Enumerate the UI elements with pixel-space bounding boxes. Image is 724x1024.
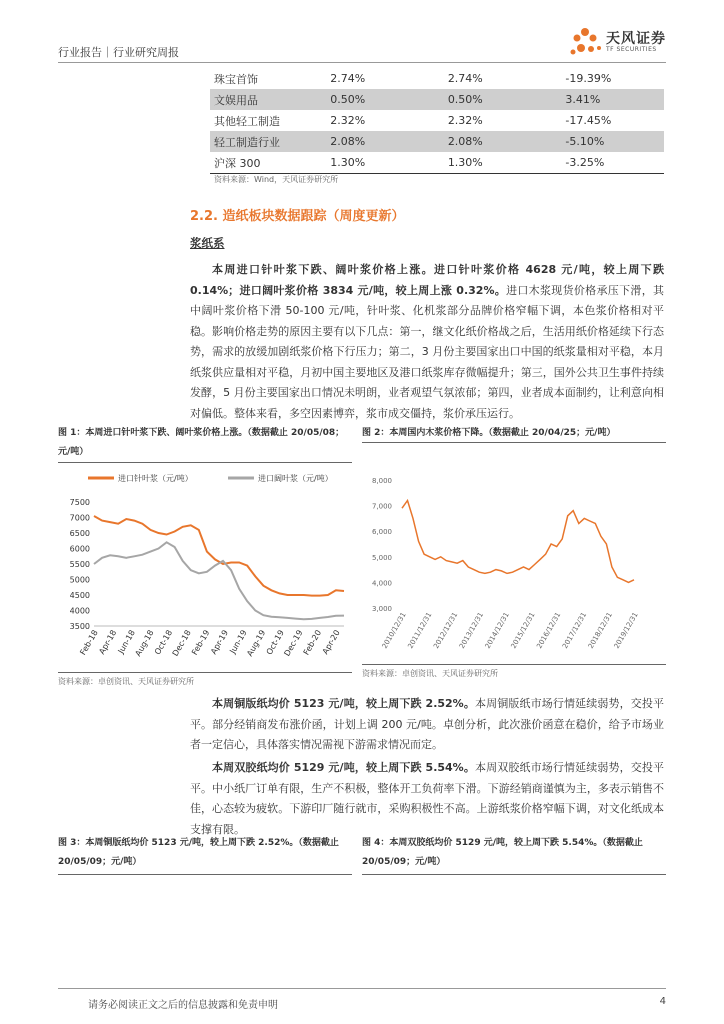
table-cell: 1.30%	[326, 152, 444, 174]
figure-1-caption-rule	[58, 462, 352, 463]
x-tick-label: 2013/12/31	[457, 611, 486, 650]
x-tick-label: Dec-19	[282, 628, 305, 658]
subsection-title: 浆纸系	[190, 236, 225, 250]
table-cell: 3.41%	[561, 89, 664, 110]
y-tick-label: 7500	[69, 498, 90, 507]
table-row	[210, 152, 664, 174]
x-tick-label: Jun-18	[116, 628, 137, 656]
table-cell: 珠宝首饰	[214, 72, 258, 86]
x-tick-label: 2017/12/31	[561, 611, 589, 650]
y-tick-label: 7,000	[371, 502, 392, 511]
table-cell: 2.08%	[444, 131, 562, 152]
table-cell: -5.10%	[561, 131, 664, 152]
y-tick-label: 5000	[69, 575, 90, 585]
y-tick-label: 5500	[69, 560, 90, 569]
x-tick-label: 2012/12/31	[432, 611, 460, 650]
y-tick-label: 4500	[69, 591, 90, 600]
x-tick-label: 2015/12/31	[509, 611, 537, 650]
table-cell: 轻工制造行业	[210, 131, 326, 152]
table-cell: 0.50%	[326, 89, 444, 110]
series-line	[402, 501, 634, 583]
x-tick-label: Aug-19	[245, 628, 268, 658]
paragraph-pulp-body: 进口木浆现货价格承压下滑，其中阔叶浆价格下滑 50-100 元/吨，针叶浆、化机浆部分品牌价格窄幅下调，本色浆价格相对平稳。影响价格走势的原因主要有以下几点：第一，继文化纸价格战之后，生活用纸价格延续下行态势，需求的放缓加剧纸浆价格下行压力；第二，3 月份主要国家出口中国的纸浆量相对平稳，本月纸浆供应量相对平稳，月初中国主要地区及港口纸浆库存微幅提升；第三，国外公共卫生事件持续发酵，5 月份主要国家出口情况未明朗，业者观望气氛浓郁；第四，业者成本面制约，让利意向相对偏低。整体来看，多空因素博弈，浆市成交僵持，浆价承压运行。	[190, 283, 664, 420]
footer-disclaimer: 请务必阅读正文之后的信息披露和免责申明	[88, 1000, 278, 1011]
series-line	[94, 516, 344, 596]
x-tick-label: Apr-19	[209, 628, 231, 656]
x-tick-label: 2011/12/31	[406, 611, 434, 650]
logo-subtitle: TF SECURITIES	[606, 46, 657, 53]
figure-3-caption: 图 3：本周铜版纸均价 5123 元/吨，较上周下跌 2.52%。（数据截止 20/05/09；元/吨）	[58, 838, 339, 867]
y-tick-label: 3,000	[371, 605, 392, 613]
header-breadcrumb: 行业报告｜行业研究周报	[58, 46, 179, 59]
x-tick-label: Aug-18	[133, 628, 156, 658]
table-cell: 2.32%	[447, 114, 483, 127]
x-tick-label: Oct-18	[152, 628, 175, 657]
performance-table	[210, 68, 664, 174]
x-tick-label: 2019/12/31	[612, 611, 640, 650]
table-cell: 沪深 300	[210, 152, 326, 174]
paragraph-pulp-lead: 本周进口针叶浆下跌、阔叶浆价格上涨。进口针叶浆价格 4628 元/吨，较上周下跌 0.14%；进口阔叶浆价格 3834 元/吨，较上周上涨 0.32%。	[190, 263, 664, 297]
logo-name: 天风证券	[606, 31, 666, 47]
chart-pulp-import-prices	[58, 466, 352, 670]
figure-2-source: 资料来源：卓创资讯、天风证券研究所	[362, 669, 498, 678]
x-tick-label: Jun-19	[228, 628, 249, 656]
y-tick-label: 4000	[69, 606, 90, 616]
header-divider	[58, 62, 666, 63]
paragraph-offset-lead: 本周双胶纸均价 5129 元/吨，较上周下跌 5.54%。	[212, 761, 475, 774]
table-cell: 其他轻工制造	[214, 114, 280, 128]
figure-4-caption: 图 4：本周双胶纸均价 5129 元/吨，较上周下跌 5.54%。（数据截止 20/05/09；元/吨）	[362, 838, 643, 867]
figure-4-caption-rule	[362, 874, 666, 875]
legend-label: 进口阔叶浆（元/吨）	[258, 474, 333, 483]
chart-domestic-pulp-price	[362, 466, 666, 670]
paragraph-coated-lead: 本周铜版纸均价 5123 元/吨，较上周下跌 2.52%。	[212, 697, 475, 710]
y-tick-label: 8,000	[371, 477, 392, 485]
table-cell: 文娱用品	[210, 89, 326, 110]
table-cell: -19.39%	[565, 72, 612, 85]
figure-1-bottom-rule	[58, 672, 352, 673]
y-tick-label: 7000	[69, 513, 90, 523]
y-tick-label: 4,000	[371, 579, 392, 588]
table-cell: -17.45%	[565, 114, 612, 127]
table-row	[210, 89, 664, 110]
x-tick-label: Feb-18	[78, 628, 100, 657]
figure-2-caption: 图 2：本周国内木浆价格下降。（数据截止 20/04/25；元/吨）	[362, 428, 616, 438]
section-title: 2.2. 造纸板块数据跟踪（周度更新）	[190, 209, 405, 224]
y-tick-label: 3500	[69, 622, 90, 631]
y-tick-label: 6,000	[371, 528, 392, 537]
figure-1-source: 资料来源：卓创资讯、天风证券研究所	[58, 677, 194, 686]
figure-2-bottom-rule	[362, 664, 666, 665]
x-tick-label: Apr-20	[320, 628, 342, 656]
y-tick-label: 6500	[69, 529, 90, 538]
x-tick-label: 2010/12/31	[380, 611, 408, 650]
table-row	[210, 110, 664, 131]
x-tick-label: Dec-18	[170, 628, 193, 658]
x-tick-label: Apr-18	[97, 628, 119, 656]
x-tick-label: 2016/12/31	[535, 611, 563, 650]
x-tick-label: 2014/12/31	[483, 611, 511, 650]
figure-3-caption-rule	[58, 874, 352, 875]
table-row	[210, 68, 664, 89]
x-tick-label: Feb-19	[190, 628, 212, 657]
paragraph-coated-body: 本周铜版纸市场行情延续弱势，交投平平。部分经销商发布涨价函，计划上调 200 元/吨。卓创分析，此次涨价函意在稳价，给予市场业者一定信心，具体落实情况需视下游需求情况而定。	[190, 697, 664, 751]
paragraph-offset-paper	[190, 758, 664, 840]
paragraph-coated-paper	[190, 694, 664, 756]
table-cell: 0.50%	[444, 89, 562, 110]
table-row	[210, 131, 664, 152]
page-number: 4	[659, 996, 666, 1007]
footer-divider	[58, 988, 666, 989]
table-cell: 2.08%	[326, 131, 444, 152]
series-line	[94, 542, 344, 619]
table-cell: 1.30%	[444, 152, 562, 174]
table-source: 资料来源：Wind，天风证券研究所	[214, 175, 339, 184]
y-tick-label: 6000	[69, 544, 90, 554]
figure-1-caption: 图 1：本周进口针叶浆下跌、阔叶浆价格上涨。（数据截止 20/05/08；元/吨）	[58, 428, 345, 457]
table-cell: 2.74%	[447, 72, 483, 85]
y-tick-label: 5,000	[371, 553, 392, 562]
figure-2-caption-rule	[362, 442, 666, 443]
paragraph-pulp	[190, 260, 664, 424]
table-cell: -3.25%	[561, 152, 664, 174]
x-tick-label: Feb-20	[301, 628, 324, 657]
legend-label: 进口针叶浆（元/吨）	[118, 474, 193, 483]
table-cell: 2.74%	[330, 72, 366, 85]
paragraph-offset-body: 本周双胶纸市场行情延续弱势，交投平平。中小纸厂订单有限，生产不积极，整体开工负荷率下滑。下游经销商谨慎为主，多表示销售不佳，心态较为疲软。下游印厂随行就市，采购积极性不高。上游纸浆价格窄幅下调，对文化纸成本支撑有限。	[190, 761, 664, 836]
table-cell: 2.32%	[330, 114, 366, 127]
x-tick-label: Oct-19	[264, 628, 286, 657]
x-tick-label: 2018/12/31	[586, 611, 614, 650]
